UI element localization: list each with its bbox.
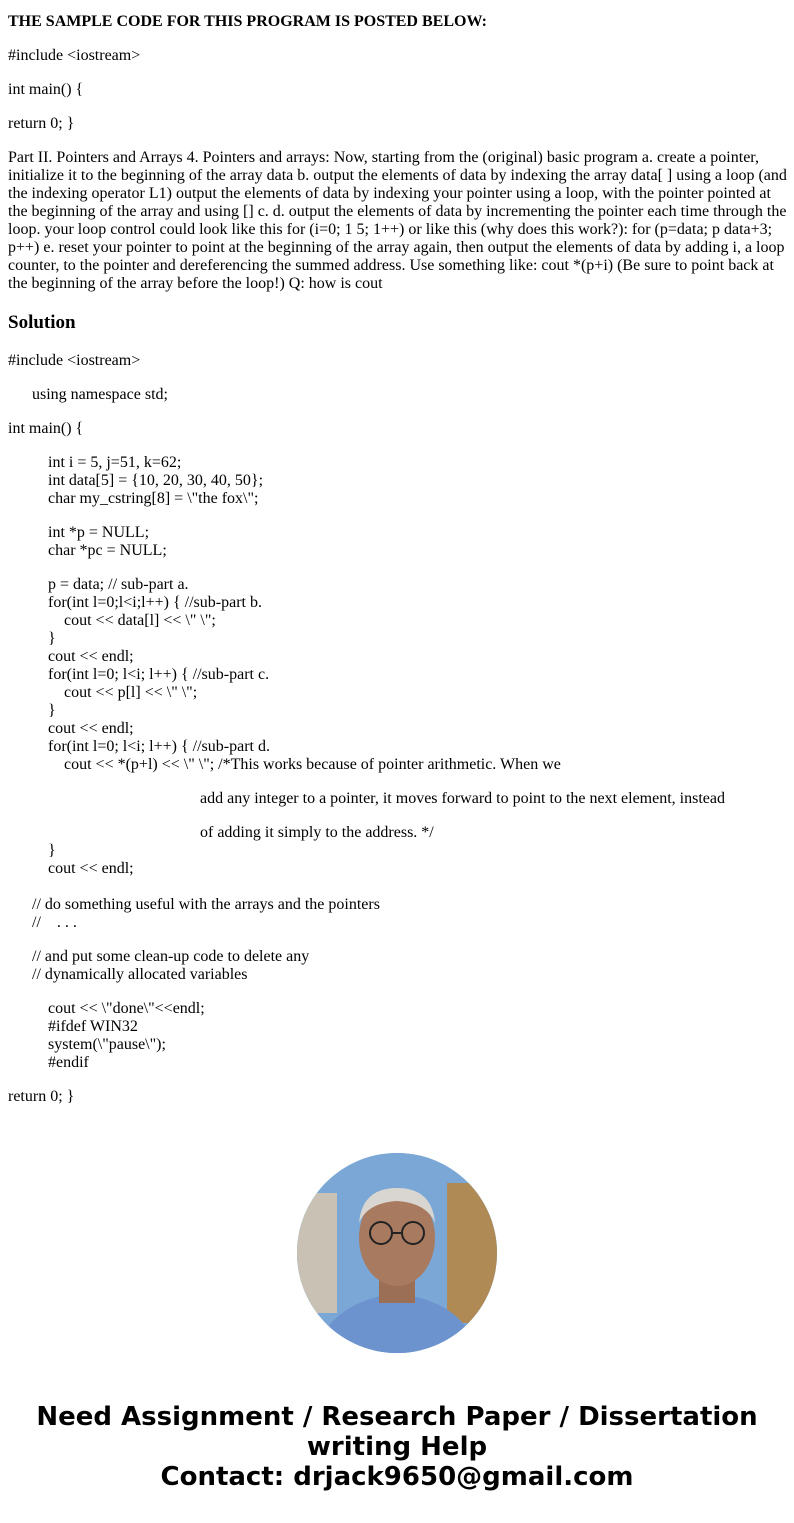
code-line: int i = 5, j=51, k=62; [48,454,182,471]
code-line: int main() { [8,420,84,437]
code-line: cout << \"done\"<<endl; [48,1000,205,1017]
code-line: #ifdef WIN32 [48,1018,138,1035]
code-line: // do something useful with the arrays and the pointers [32,896,380,913]
code-line: #include <iostream> [8,47,141,64]
code-line: return 0; } [8,1088,75,1105]
code-line: // . . . [32,914,77,931]
code-line: using namespace std; [32,386,168,403]
solution-heading: Solution [8,312,76,333]
code-line: cout << endl; [48,860,134,877]
code-line: int main() { [8,81,84,98]
code-line: for(int l=0; l<i; l++) { //sub-part c. [48,666,270,683]
code-line: char *pc = NULL; [48,542,167,559]
contact-email: Contact: drjack9650@gmail.com [160,1462,634,1492]
code-line: int *p = NULL; [48,524,150,541]
question-heading: THE SAMPLE CODE FOR THIS PROGRAM IS POSTED BELOW: [8,13,487,30]
code-line: cout << endl; [48,648,134,665]
footer-line: Need Assignment / Research Paper / Dissertation [36,1402,758,1432]
code-line: system(\"pause\"); [48,1036,166,1053]
code-line: for(int l=0; l<i; l++) { //sub-part d. [48,738,270,755]
code-line: add any integer to a pointer, it moves forward to point to the next element, instead [200,790,725,807]
code-line: char my_cstring[8] = \"the fox\"; [48,490,259,507]
contact-banner [0,1402,794,1492]
code-line: for(int l=0;l<i;l++) { //sub-part b. [48,594,262,611]
code-line: } [48,702,56,719]
code-line: int data[5] = {10, 20, 30, 40, 50}; [48,472,264,489]
code-line: // and put some clean-up code to delete any [32,948,310,965]
code-line: of adding it simply to the address. */ [200,824,434,841]
code-line: #include <iostream> [8,352,141,369]
code-line: p = data; // sub-part a. [48,576,189,593]
code-line: } [48,630,56,647]
question-text: Part II. Pointers and Arrays 4. Pointers and arrays: Now, starting from the (original) basic program a. create a pointer, initialize it to the beginning of the array data b. output the elements of data by indexing the array data[ ] using a loop (and the indexing operator L1) output the elements of data by indexing your pointer using a loop, with the pointer pointed at the beginning of the array and using [] c. d. output the elements of data by incrementing the pointer each time through the loop. your loop control could look like this for (i=0; 1 5; 1++) or like this (why does this work?): for (p=data; p data+3; p++) e. reset your pointer to point at the beginning of the array again, then output the elements of data by adding i, a loop counter, to the pointer and dereferencing the summed address. Use something like: cout *(p+i) (Be sure to point back at the beginning of the array before the loop!) Q: how is cout [8,149,787,292]
code-line: cout << endl; [48,720,134,737]
code-line: cout << *(p+l) << \" \"; /*This works because of pointer arithmetic. When we [64,756,561,773]
footer-line: writing Help [306,1432,488,1462]
code-line: cout << data[l] << \" \"; [64,612,216,629]
person-portrait-icon [297,1153,497,1353]
code-line: return 0; } [8,115,75,132]
code-line: cout << p[l] << \" \"; [64,684,198,701]
author-photo [297,1153,497,1353]
code-line: // dynamically allocated variables [32,966,248,983]
code-line: #endif [48,1054,89,1071]
code-line: } [48,842,56,859]
